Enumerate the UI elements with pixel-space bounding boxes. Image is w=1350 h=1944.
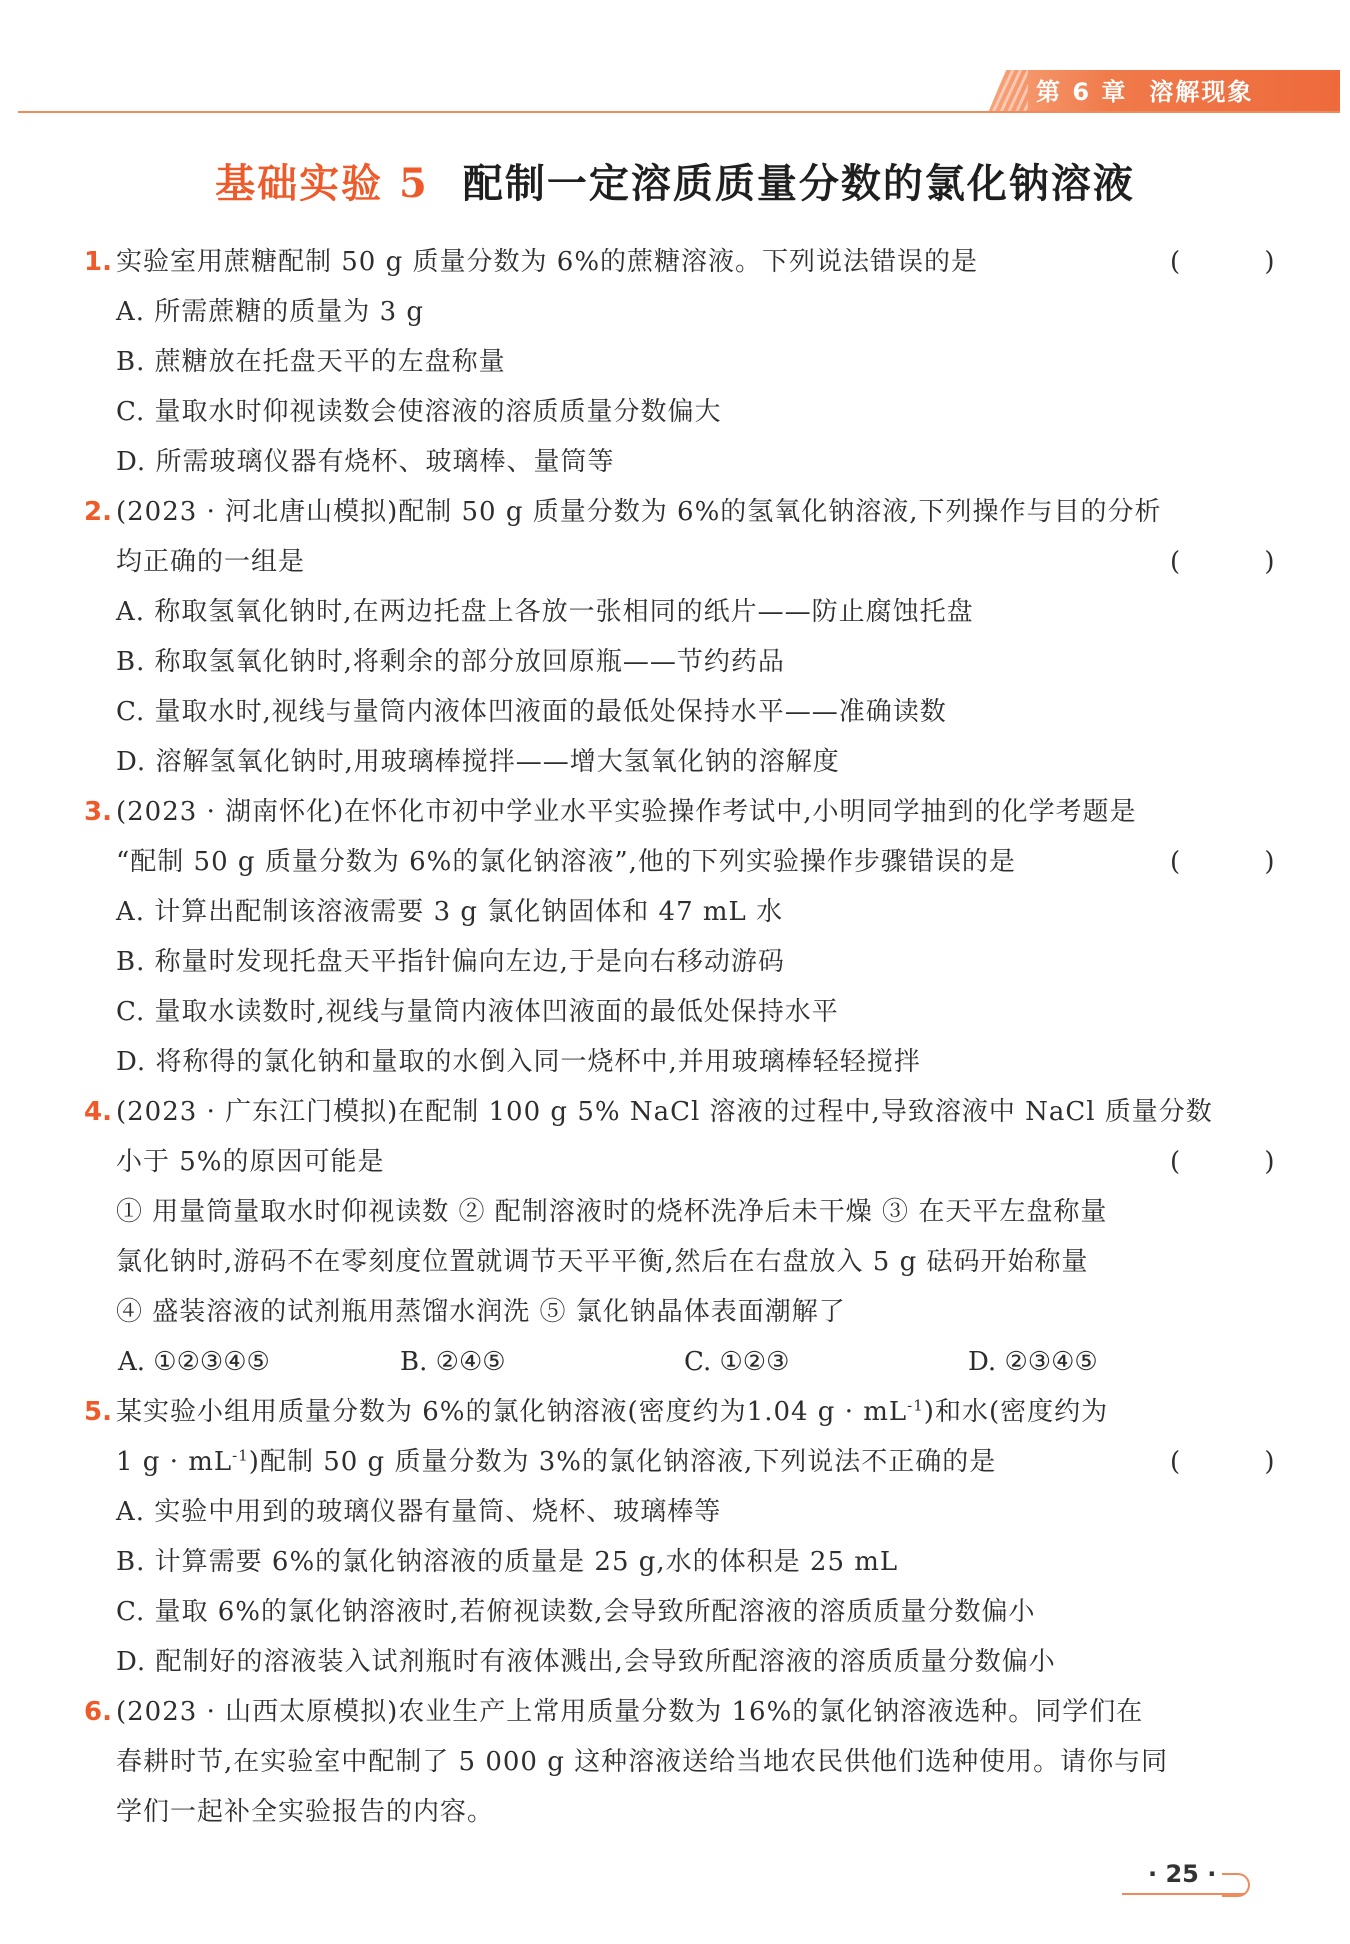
answer-bracket[interactable]: ( ) [1170,247,1313,277]
question-number: 2. [84,497,112,527]
stem-text: 某实验小组用质量分数为 6%的氯化钠溶液(密度约为1.04 g · mL [116,1397,908,1427]
superscript: -1 [907,1396,924,1415]
option-a: A. 计算出配制该溶液需要 3 g 氯化钠固体和 47 mL 水 [116,897,784,927]
option-d: D. 所需玻璃仪器有烧杯、玻璃棒、量筒等 [116,447,615,477]
statement-line-3: ④ 盛装溶液的试剂瓶用蒸馏水润洗 ⑤ 氯化钠晶体表面潮解了 [116,1297,846,1327]
chapter-number: 第 6 章 [1036,78,1128,106]
option-c: C. 量取水时,视线与量筒内液体凹液面的最低处保持水平——准确读数 [116,697,947,727]
answer-bracket[interactable]: ( ) [1170,547,1313,577]
option-c: C. 量取水读数时,视线与量筒内液体凹液面的最低处保持水平 [116,997,839,1027]
question-stem-line-2: “配制 50 g 质量分数为 6%的氯化钠溶液”,他的下列实验操作步骤错误的是 [116,847,1016,877]
choice-d: D. ②③④⑤ [968,1347,1098,1377]
statement-line-2: 氯化钠时,游码不在零刻度位置就调节天平平衡,然后在右盘放入 5 g 砝码开始称量 [116,1247,1089,1277]
question-stem-line-1: (2023 · 河北唐山模拟)配制 50 g 质量分数为 6%的氢氧化钠溶液,下列操作与目的分析 [116,497,1162,527]
statement-line-1: ① 用量筒量取水时仰视读数 ② 配制溶液时的烧杯洗净后未干燥 ③ 在天平左盘称量 [116,1197,1108,1227]
page-title [0,158,1350,210]
question-number: 4. [84,1097,112,1127]
option-d: D. 配制好的溶液装入试剂瓶时有液体溅出,会导致所配溶液的溶质质量分数偏小 [116,1647,1056,1677]
question-number: 3. [84,797,112,827]
stem-text: )和水(密度约为 [923,1397,1109,1427]
option-b: B. 计算需要 6%的氯化钠溶液的质量是 25 g,水的体积是 25 mL [116,1547,899,1577]
question-number: 5. [84,1397,112,1427]
question-stem-line-1: (2023 · 湖南怀化)在怀化市初中学业水平实验操作考试中,小明同学抽到的化学考题是 [116,797,1137,827]
superscript: -1 [232,1446,249,1465]
question-number: 6. [84,1697,112,1727]
question-stem-line-2: 小于 5%的原因可能是 [116,1147,385,1177]
choice-row [0,1337,1350,1387]
option-a: A. 所需蔗糖的质量为 3 g [116,297,425,327]
stem-text: 1 g · mL [116,1447,233,1477]
option-a: A. 实验中用到的玻璃仪器有量筒、烧杯、玻璃棒等 [116,1497,722,1527]
choice-a: A. ①②③④⑤ [118,1347,270,1377]
stem-text: )配制 50 g 质量分数为 3%的氯化钠溶液,下列说法不正确的是 [248,1447,997,1477]
question-stem-line-2: 春耕时节,在实验室中配制了 5 000 g 这种溶液送给当地农民供他们选种使用。请你与同 [116,1747,1169,1777]
question-stem-line-1: (2023 · 广东江门模拟)在配制 100 g 5% NaCl 溶液的过程中,导致溶液中 NaCl 质量分数 [116,1097,1213,1127]
option-d: D. 溶解氢氧化钠时,用玻璃棒搅拌——增大氢氧化钠的溶解度 [116,747,840,777]
question-stem: 实验室用蔗糖配制 50 g 质量分数为 6%的蔗糖溶液。下列说法错误的是 [116,247,979,277]
choice-c: C. ①②③ [684,1347,790,1377]
question-number: 1. [84,247,112,277]
chapter-header [1036,74,1253,110]
answer-bracket[interactable]: ( ) [1170,1447,1313,1477]
option-a: A. 称取氢氧化钠时,在两边托盘上各放一张相同的纸片——防止腐蚀托盘 [116,597,974,627]
footer-curl-decoration [1222,1873,1250,1897]
option-b: B. 称量时发现托盘天平指针偏向左边,于是向右移动游码 [116,947,785,977]
question-stem-line-2 [116,1437,996,1487]
option-b: B. 蔗糖放在托盘天平的左盘称量 [116,347,506,377]
chapter-title: 溶解现象 [1149,78,1254,106]
option-b: B. 称取氢氧化钠时,将剩余的部分放回原瓶——节约药品 [116,647,785,677]
page-number: · 25 · [1148,1860,1217,1888]
experiment-label: 基础实验 5 [215,160,429,207]
question-stem-line-1 [116,1387,1108,1437]
question-stem-line-2: 均正确的一组是 [116,547,306,577]
question-stem-line-1: (2023 · 山西太原模拟)农业生产上常用质量分数为 16%的氯化钠溶液选种。同学们在 [116,1697,1144,1727]
answer-bracket[interactable]: ( ) [1170,1147,1313,1177]
question-stem-line-3: 学们一起补全实验报告的内容。 [116,1797,495,1827]
choice-b: B. ②④⑤ [400,1347,506,1377]
option-d: D. 将称得的氯化钠和量取的水倒入同一烧杯中,并用玻璃棒轻轻搅拌 [116,1047,921,1077]
header-rule [18,111,1340,113]
answer-bracket[interactable]: ( ) [1170,847,1313,877]
option-c: C. 量取 6%的氯化钠溶液时,若俯视读数,会导致所配溶液的溶质质量分数偏小 [116,1597,1036,1627]
option-c: C. 量取水时仰视读数会使溶液的溶质质量分数偏大 [116,397,722,427]
experiment-title: 配制一定溶质质量分数的氯化钠溶液 [462,160,1135,207]
